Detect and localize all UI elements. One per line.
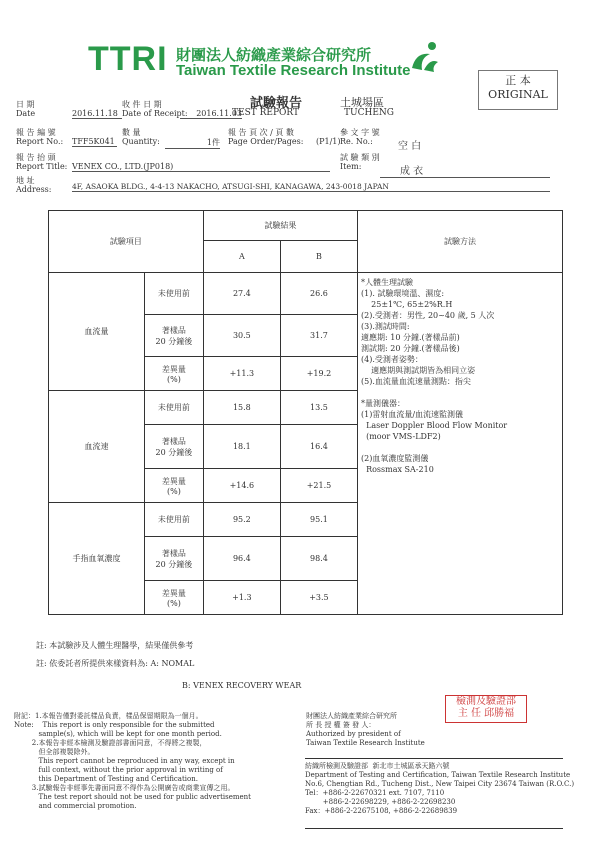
quantity-label: 數 量 Quantity: [122,128,160,146]
row-label: 未使用前 [145,273,204,315]
method-line: 適應期: 10 分鐘.(著樣品前) [361,333,460,342]
value-a: +1.3 [203,581,280,615]
value-a: 96.4 [203,537,280,581]
authorization-line: 所 長 授 權 簽 發 人： [306,721,376,729]
method-line: 適應期與測試期皆為相同立姿 [361,366,476,375]
page-order-value: (P1/1) [316,137,341,146]
method-line: (2).受測者：男性, 20~40 歲, 5 人次 [361,311,495,320]
value-b: 13.5 [280,391,357,425]
value-b: +3.5 [280,581,357,615]
value-b: 31.7 [280,315,357,357]
note-human-test: 註: 本試驗涉及人體生理醫學，結果僅供參考 [36,641,194,650]
row-label: 著樣品 20 分鐘後 [145,315,204,357]
ttri-logo-text: TTRI [88,40,168,78]
value-a: 30.5 [203,315,280,357]
method-line: (5).血流量血流速量測點：指尖 [361,377,471,386]
note-sample-a: 註: 依委託者所提供來樣資料為: A: NOMAL [36,659,195,668]
footer-note-line: 但全部複製除外。 [14,748,95,756]
institute-emblem-icon [408,40,442,74]
method-line: *量測儀器： [361,399,405,408]
address-line: Department of Testing and Certification, Taiwan Textile Research Institute [305,771,571,779]
footer-note-line: 2.本報告非經本檢測及驗證部書面同意，不得將之複製， [14,739,207,747]
ref-no-label: 參 文 字 號 Re. No.: [340,128,380,146]
value-b: 26.6 [280,273,357,315]
authorization-block [306,712,425,748]
address-line: Fax：+886-2-22675108, +886-2-22689839 [305,807,458,815]
row-label: 未使用前 [145,503,204,537]
footer-note-line: this Department of Testing and Certification. [14,775,198,783]
receipt-value: 2016.11.03 [180,109,242,119]
address-value: 4F, ASAOKA BLDG., 4-4-13 NAKACHO, ATSUGI-SHI, KANAGAWA, 243-0018 JAPAN [72,182,550,192]
report-no-value: TFF5K041 [72,137,117,147]
method-line: (2)血氧濃度監測儀 [361,454,429,463]
value-b: +21.5 [280,469,357,503]
address-line: Tel：+886-2-22670321 ext. 7107, 7110 [305,789,445,797]
value-a: 18.1 [203,425,280,469]
header-col-a: A [203,241,280,273]
test-method-cell [358,273,563,615]
footer-note-line: sample(s), which will be kept for one month period. [14,730,222,738]
address-line: +886-2-22698229, +886-2-22698230 [305,798,456,806]
value-a: +11.3 [203,357,280,391]
footer-note-line: Note: This report is only responsible for the submitted [14,721,215,729]
method-line: 測試期: 20 分鐘.(著樣品後) [361,344,460,353]
item-value: 成 衣 [380,162,550,178]
report-no-label: 報 告 編 號 Report No.: [16,128,64,146]
authorization-line: Taiwan Textile Research Institute [306,739,425,747]
original-label-en: ORIGINAL [488,88,548,101]
director-seal: 檢測及驗證部 主 任 邱勝福 [445,695,527,723]
footer-notes [14,712,299,811]
original-label-cn: 正 本 [505,74,531,87]
group-name: 血流量 [49,273,145,391]
value-a: 27.4 [203,273,280,315]
footer-note-line: This report cannot be reproduced in any way, except in [14,757,235,765]
address-label: 地 址 Address: [16,176,52,194]
method-line: (moor VMS-LDF2) [361,432,441,441]
date-value: 2016.11.18 [72,109,122,119]
authorization-line: 財團法人紡織產業綜合研究所 [306,712,397,720]
date-label: 日 期 Date [16,100,36,118]
value-b: 95.1 [280,503,357,537]
footer-note-line: 3.試驗報告非經事先書面同意不得作為公開廣告或商業宣傳之用。 [14,784,235,792]
footer-note-line: full context, without the prior approval in writing of [14,766,223,774]
location-cn: 土城場區 [340,96,384,109]
page-order-label: 報 告 頁 次 / 頁 數 Page Order/Pages: [228,128,304,146]
results-table [48,210,563,615]
row-label: 著樣品 20 分鐘後 [145,537,204,581]
method-line: (4).受測者姿勢： [361,355,423,364]
method-line: (1)雷射血流量/血流速監測儀 [361,410,464,419]
department-address [305,758,575,829]
method-line: Rossmax SA-210 [361,465,434,474]
row-label: 差異量 (%) [145,357,204,391]
method-line: Laser Doppler Blood Flow Monitor [361,421,508,430]
report-title-en: TEST REPORT [232,108,300,118]
footer-note-line: 附記：1.本報告僅對委託樣品負責，樣品保留期限為一個月。 [14,712,203,720]
method-line: (1). 試驗環境溫、濕度: [361,289,445,298]
address-line: 紡織所檢測及驗證部 新北市土城區承天路六號 [305,762,450,770]
method-line [361,442,559,453]
footer-note-line: and commercial promotion. [14,802,137,810]
group-name: 血流速 [49,391,145,503]
row-label: 差異量 (%) [145,581,204,615]
institute-name-en: Taiwan Textile Research Institute [176,62,411,79]
quantity-value: 1件 [165,137,220,149]
header-test-method: 試驗方法 [358,211,563,273]
report-title-label: 報 告 抬 頭 Report Title: [16,153,68,171]
item-label: 試 驗 類 別 Item: [340,153,380,171]
location-en: TUCHENG [344,108,394,118]
header-col-b: B [280,241,357,273]
row-label: 未使用前 [145,391,204,425]
row-label: 差異量 (%) [145,469,204,503]
value-a: 15.8 [203,391,280,425]
value-b: 16.4 [280,425,357,469]
receipt-label: 收 件 日 期 Date of Receipt: [122,100,188,118]
institute-name-cn: 財團法人紡織產業綜合研究所 [176,46,372,64]
original-stamp [478,70,558,110]
method-line: *人體生理試驗 [361,278,413,287]
address-line: No.6, Chengtian Rd., Tucheng Dist., New Taipei City 23674 Taiwan (R.O.C.) [305,780,575,788]
row-label: 著樣品 20 分鐘後 [145,425,204,469]
value-a: +14.6 [203,469,280,503]
report-title-value: VENEX CO., LTD.(JP018) [72,162,330,172]
group-name: 手指血氧濃度 [49,503,145,615]
note-sample-b: B: VENEX RECOVERY WEAR [182,681,302,690]
method-line [361,387,559,398]
ref-no-value: 空 白 [398,141,422,152]
value-b: +19.2 [280,357,357,391]
header-test-result: 試驗結果 [203,211,357,241]
value-a: 95.2 [203,503,280,537]
header-test-item: 試驗項目 [49,211,204,273]
footer-note-line: The test report should not be used for public advertisement [14,793,251,801]
method-line: (3).測試時間: [361,322,410,331]
authorization-line: Authorized by president of [306,730,401,738]
method-line: 25±1℃, 65±2%R.H [361,300,453,309]
report-title-cn: 試驗報告 [250,96,303,111]
value-b: 98.4 [280,537,357,581]
